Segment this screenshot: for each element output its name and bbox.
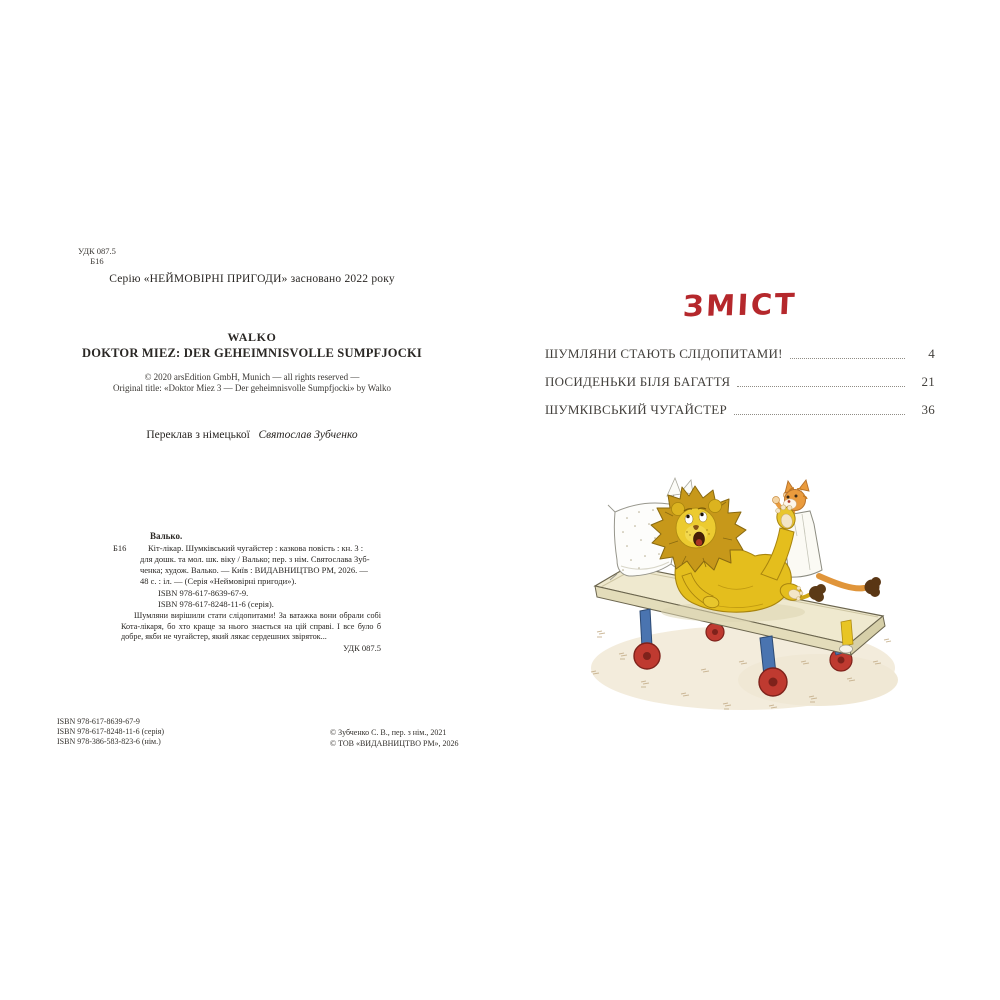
cat-trouser (841, 620, 853, 646)
original-author: WALKO (227, 330, 277, 344)
catalog-line: ченка; худож. Валько. — Київ : ВИДАВНИЦТВО РМ, 2026. — (140, 565, 368, 575)
isbn-footer-line: ISBN 978-617-8639-67-9 (57, 717, 140, 726)
lion-ear (709, 500, 722, 513)
series-note: Серію «НЕЙМОВІРНІ ПРИГОДИ» засновано 2022 року (109, 273, 395, 285)
toc-entry (545, 400, 935, 418)
copyright-footer-line: © ТОВ «ВИДАВНИЦТВО РМ», 2026 (330, 738, 459, 748)
cat-nose (788, 500, 791, 503)
toc-page-number: 4 (928, 346, 935, 361)
cat-paw (773, 497, 780, 504)
toc-entry-label: ШУМЛЯНИ СТАЮТЬ СЛІДОПИТАМИ! (545, 346, 783, 361)
catalog-isbn-series: ISBN 978-617-8248-11-6 (серія). (158, 599, 274, 609)
rights-line-1: © 2020 arsEdition GmbH, Munich — all rights reserved — (144, 372, 360, 382)
lion-tail-tuft (809, 584, 826, 602)
catalog-udk-bottom: УДК 087.5 (343, 643, 381, 653)
rights-line-2: Original title: «Doktor Miez 3 — Der geheimnisvolle Sumpfjocki» by Walko (112, 383, 392, 393)
toc-entry (545, 344, 935, 362)
toc-entry-label: ПОСИДЕНЬКИ БІЛЯ БАГАТТЯ (545, 374, 731, 389)
translator-line (47, 429, 457, 441)
isbn-footer-line: ISBN 978-617-8248-11-6 (серія) (57, 727, 165, 737)
toc-entry (545, 372, 935, 390)
cat-tail-tuft (865, 577, 882, 597)
cat-eye (795, 495, 798, 498)
catalog-line: 48 с. : іл. — (Серія «Неймовірні пригоди»). (140, 576, 297, 586)
catalog-author: Валько. (150, 531, 183, 541)
copyright-footer-line: © Зубченко С. В., пер. з нім., 2021 (330, 728, 447, 737)
bbk-code: Б16 (90, 256, 104, 266)
copyright-footer-block (330, 728, 459, 749)
lion-cat-doctor-illustration (583, 466, 905, 716)
udk-classification (70, 246, 124, 266)
original-title: DOKTOR MIEZ: DER GEHEIMNISVOLLE SUMPFJOCKI (82, 346, 422, 360)
catalog-line: Кіт-лікар. Шумківський чугайстер : казкова повість : кн. 3 : (148, 543, 364, 553)
toc-dotted-leader (737, 386, 905, 387)
toc-dotted-leader (790, 358, 905, 359)
udk-code: УДК 087.5 (78, 246, 116, 256)
toc-title: ЗМІСТ (682, 286, 798, 324)
translator-prefix: Переклав з німецької (146, 429, 250, 441)
table-leg (640, 609, 652, 648)
toc-page-number: 36 (921, 402, 935, 417)
cat-eye (787, 496, 790, 499)
catalog-index: Б16 (113, 543, 127, 553)
translator-name: Святослав Зубченко (258, 429, 358, 441)
toc-entry-label: ШУМКІВСЬКИЙ ЧУГАЙСТЕР (545, 402, 727, 417)
catalog-annotation: Шумляни вирішили стати слідопитами! За ватажка вони обрали собі Кота-лікаря, бо хто краще за нього знається на цій справі. І все було б добре, якби не чугайстер, який лякає сердешних звіряток... (121, 611, 381, 642)
catalog-line: для дошк. та мол. шк. віку / Валько; пер. з нім. Святослава Зуб- (140, 554, 370, 564)
toc-dotted-leader (734, 414, 905, 415)
cat-shoe (840, 645, 853, 653)
catalog-isbn-main: ISBN 978-617-8639-67-9. (158, 588, 249, 598)
lion-tongue (696, 539, 702, 546)
isbn-footer-block (57, 717, 164, 748)
cat-tail (819, 576, 864, 588)
toc-page-number: 21 (921, 374, 935, 389)
isbn-footer-line: ISBN 978-386-583-823-6 (нім.) (57, 737, 161, 747)
